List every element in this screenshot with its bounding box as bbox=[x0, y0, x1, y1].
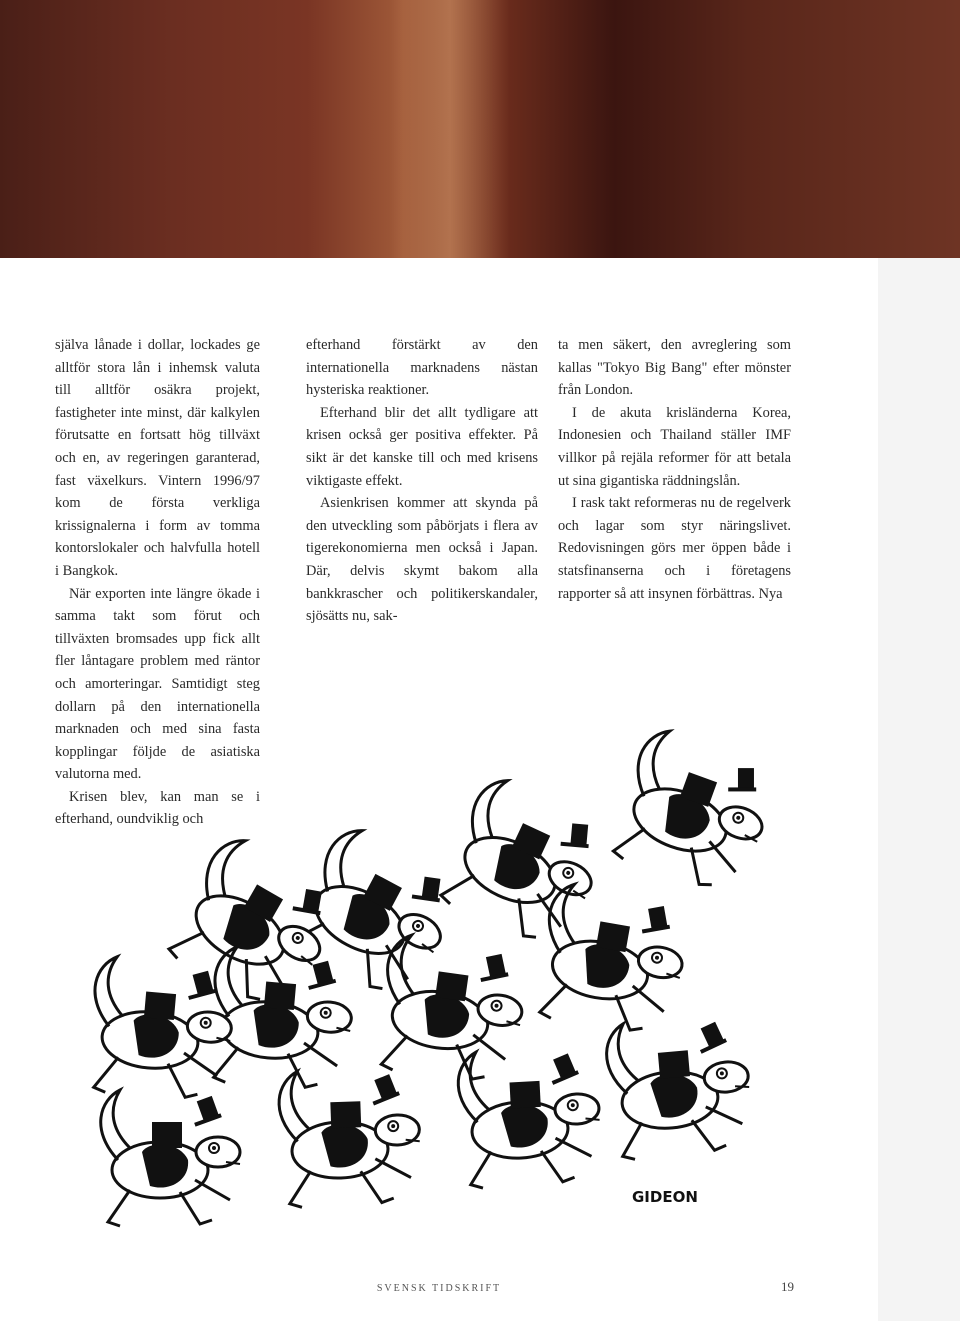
paragraph: Krisen blev, kan man se i efterhand, oundviklig och bbox=[55, 788, 260, 828]
paragraph: ta men säkert, den avreglering som kallas "Tokyo Big Bang" efter mönster från London. bbox=[558, 337, 791, 399]
paragraph: efterhand förstärkt av den internationella marknadens nästan hysteriska reaktioner. bbox=[306, 337, 538, 399]
publication-name: SVENSK TIDSKRIFT bbox=[376, 1283, 502, 1294]
cartoon-illustration bbox=[40, 680, 850, 1240]
text-column-2 bbox=[306, 334, 538, 628]
page-margin-strip bbox=[878, 258, 960, 1321]
paragraph: I de akuta krisländerna Korea, Indonesien och Thailand ställer IMF villkor på rejäla reformer för att betala ut sina gigantiska räddningslån. bbox=[558, 404, 791, 489]
background-photo bbox=[0, 0, 960, 262]
paragraph: I rask takt reformeras nu de regelverk och lagar som styr näringslivet. Redovisningen görs mer öppen både i statsfinanserna och i företagens rapporter så att insynen förbättras. Nya bbox=[558, 495, 791, 602]
paragraph: själva lånade i dollar, lockades ge alltför stora lån i inhemsk valuta till alltför osäkra projekt, fastigheter inte minst, där kalkylen förutsatte en fortsatt hög tillväxt och en, av regeringen garanterad, fast växelkurs. Vintern 1996/97 kom de första verkliga krissignalerna i form av tomma kontorslokaler och halvfulla hotell i Bangkok. bbox=[55, 337, 260, 579]
page-number: 19 bbox=[781, 1279, 794, 1294]
paragraph: När exporten inte längre ökade i samma takt som förut och tillväxten bromsades upp fick allt fler låntagare problem med räntor och amorteringar. Samtidigt steg dollarn på den internationella marknaden och med sina fasta kopplingar följde de asiatiska valutorna med. bbox=[55, 585, 260, 783]
text-column-3 bbox=[558, 334, 791, 605]
paragraph: Efterhand blir det allt tydligare att krisen också ger positiva effekter. På sikt är det kanske till och med krisens viktigaste effekt. bbox=[306, 404, 538, 489]
cartoonist-signature: GIDEON bbox=[632, 1188, 698, 1206]
paragraph: Asienkrisen kommer att skynda på den utveckling som påbörjats i flera av tigerekonomierna men också i Japan. Där, delvis skymt bakom alla bankkrascher och politikerskandaler, sjösätts nu, sak- bbox=[306, 495, 538, 625]
background-light bbox=[390, 0, 510, 262]
